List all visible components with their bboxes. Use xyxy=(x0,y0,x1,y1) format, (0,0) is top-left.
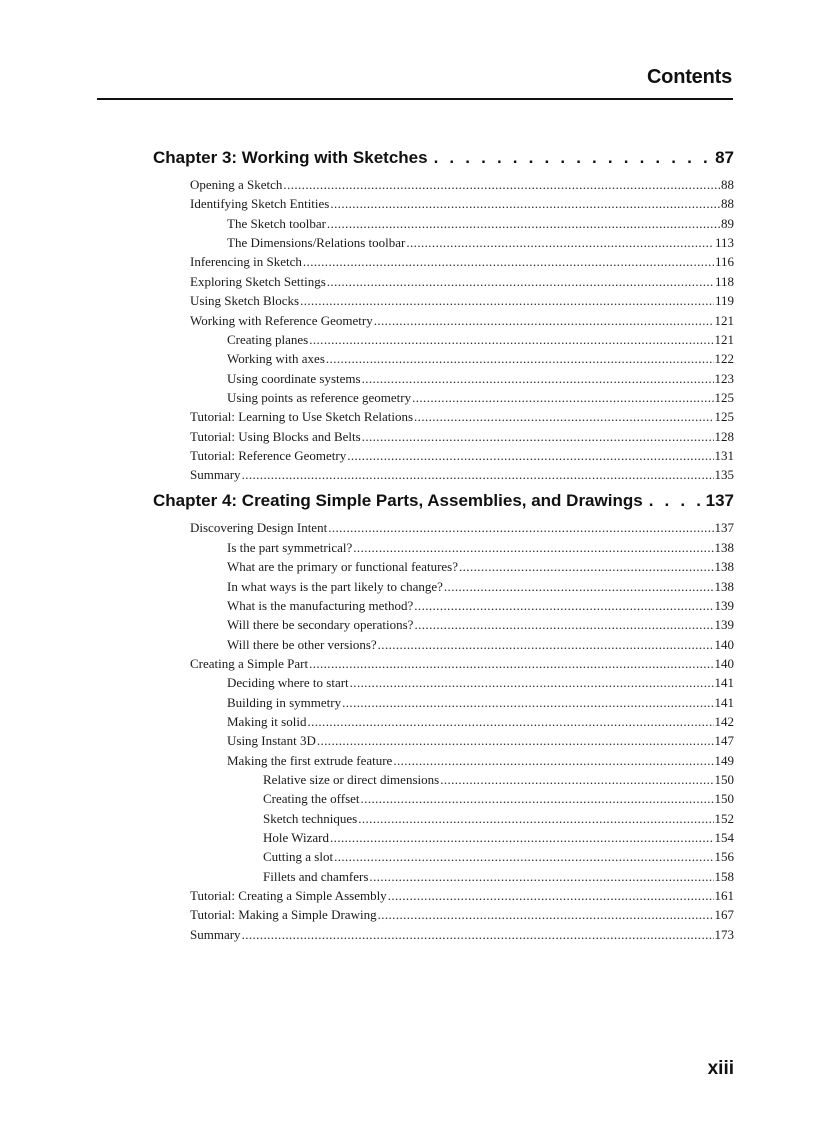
toc-entry-page: 158 xyxy=(714,869,734,884)
toc-entry-page: 125 xyxy=(714,409,734,424)
dot-leader xyxy=(334,847,713,866)
toc-entry-text: Using Sketch Blocks xyxy=(190,293,300,308)
toc-entry[interactable] xyxy=(227,330,734,349)
toc-entry-page: 140 xyxy=(714,637,734,652)
toc-entry-page: 119 xyxy=(714,293,734,308)
toc-entry[interactable] xyxy=(227,731,734,750)
toc-entry-text: Will there be other versions? xyxy=(227,637,377,652)
dot-leader xyxy=(317,731,714,750)
toc-entry[interactable] xyxy=(227,214,734,233)
toc-entry-text: Creating a Simple Part xyxy=(190,656,309,671)
toc-entry[interactable] xyxy=(227,712,734,731)
dot-leader xyxy=(307,712,713,731)
toc-entry-page: 142 xyxy=(714,714,734,729)
toc-entry-page: 161 xyxy=(714,888,734,903)
toc-entry-text: Tutorial: Making a Simple Drawing xyxy=(190,907,377,922)
dot-leader xyxy=(649,491,702,511)
dot-leader xyxy=(330,194,720,213)
dot-leader xyxy=(362,427,714,446)
toc-entry[interactable] xyxy=(190,311,734,330)
toc-entry-page: 121 xyxy=(714,332,734,347)
dot-leader xyxy=(459,557,714,576)
toc-entry-page: 152 xyxy=(714,811,734,826)
toc-entry-text: The Dimensions/Relations toolbar xyxy=(227,235,406,250)
dot-leader xyxy=(326,349,714,368)
toc-entry[interactable] xyxy=(190,194,734,213)
dot-leader xyxy=(406,233,714,252)
toc-entry-text: Summary xyxy=(190,927,241,942)
toc-entry-page: 122 xyxy=(714,351,734,366)
toc-entry-page: 135 xyxy=(714,467,734,482)
toc-entry[interactable] xyxy=(263,828,734,847)
dot-leader xyxy=(440,770,713,789)
dot-leader xyxy=(362,369,714,388)
header-rule xyxy=(97,98,733,100)
toc-entry[interactable] xyxy=(190,905,734,924)
toc-entry-page: 138 xyxy=(714,579,734,594)
chapter-page: 137 xyxy=(705,491,734,510)
toc-entry[interactable] xyxy=(190,654,734,673)
toc-entry-text: What are the primary or functional features? xyxy=(227,559,458,574)
dot-leader xyxy=(358,809,713,828)
dot-leader xyxy=(414,407,713,426)
chapter-heading[interactable] xyxy=(153,148,734,172)
toc-entry-text: The Sketch toolbar xyxy=(227,216,326,231)
toc-entry-text: Using coordinate systems xyxy=(227,371,361,386)
toc-entry-text: Discovering Design Intent xyxy=(190,520,328,535)
toc-entry[interactable] xyxy=(190,427,734,446)
toc-entry-text: Using Instant 3D xyxy=(227,733,316,748)
toc-entry[interactable] xyxy=(227,635,734,654)
toc-entry-page: 150 xyxy=(714,772,734,787)
toc-entry-text: Making it solid xyxy=(227,714,307,729)
toc-entry-page: 137 xyxy=(714,520,734,535)
toc-entry[interactable] xyxy=(190,407,734,426)
toc-entry[interactable] xyxy=(227,577,734,596)
toc-entry-text: Will there be secondary operations? xyxy=(227,617,414,632)
toc-entry-page: 125 xyxy=(714,390,734,405)
toc-entry-text: Building in symmetry xyxy=(227,695,342,710)
page-number: xiii xyxy=(707,1058,734,1079)
page-header-title: Contents xyxy=(646,66,732,88)
dot-leader xyxy=(412,388,713,407)
toc-entry-text: Tutorial: Learning to Use Sketch Relations xyxy=(190,409,414,424)
toc-entry[interactable] xyxy=(190,252,734,271)
toc-entry[interactable] xyxy=(227,233,734,252)
toc-entry-page: 88 xyxy=(721,177,734,192)
toc-entry-text: Relative size or direct dimensions xyxy=(263,772,440,787)
toc-entry[interactable] xyxy=(190,272,734,291)
toc-entry[interactable] xyxy=(227,538,734,557)
chapter-page: 87 xyxy=(715,148,734,167)
toc-entry[interactable] xyxy=(190,175,734,194)
dot-leader xyxy=(309,330,713,349)
toc-entry[interactable] xyxy=(227,349,734,368)
dot-leader xyxy=(242,925,714,944)
toc-entry-page: 149 xyxy=(714,753,734,768)
dot-leader xyxy=(300,291,714,310)
toc-entry[interactable] xyxy=(263,867,734,886)
toc-entry[interactable] xyxy=(227,751,734,770)
toc-entry-text: Inferencing in Sketch xyxy=(190,254,302,269)
dot-leader xyxy=(327,272,714,291)
toc-entry[interactable] xyxy=(227,693,734,712)
toc-entry-page: 154 xyxy=(714,830,734,845)
toc-entry[interactable] xyxy=(190,465,734,484)
toc-entry[interactable] xyxy=(190,886,734,905)
toc-entry-text: Identifying Sketch Entities xyxy=(190,196,330,211)
toc-entry[interactable] xyxy=(263,789,734,808)
toc-entry[interactable] xyxy=(227,369,734,388)
toc-entry-text: Creating the offset xyxy=(263,791,360,806)
toc-entry-text: Tutorial: Using Blocks and Belts xyxy=(190,429,361,444)
dot-leader xyxy=(414,615,713,634)
toc-entry[interactable] xyxy=(263,809,734,828)
dot-leader xyxy=(328,518,713,537)
toc-entry-text: What is the manufacturing method? xyxy=(227,598,414,613)
toc-entry-page: 141 xyxy=(714,695,734,710)
dot-leader xyxy=(361,789,714,808)
toc-entry-page: 116 xyxy=(714,254,734,269)
toc-entry-text: Sketch techniques xyxy=(263,811,358,826)
toc-entry[interactable] xyxy=(227,388,734,407)
dot-leader xyxy=(414,596,713,615)
toc-entry-page: 89 xyxy=(721,216,734,231)
toc-entry-text: Tutorial: Creating a Simple Assembly xyxy=(190,888,387,903)
toc-entry-page: 118 xyxy=(714,274,734,289)
toc-entry-page: 156 xyxy=(714,849,734,864)
toc-entry[interactable] xyxy=(263,847,734,866)
dot-leader xyxy=(342,693,713,712)
toc-entry[interactable] xyxy=(263,770,734,789)
toc-entry-page: 138 xyxy=(714,559,734,574)
dot-leader xyxy=(330,828,713,847)
dot-leader xyxy=(347,446,713,465)
toc-entry[interactable] xyxy=(190,925,734,944)
dot-leader xyxy=(327,214,720,233)
dot-leader xyxy=(350,673,714,692)
dot-leader xyxy=(303,252,714,271)
dot-leader xyxy=(283,175,720,194)
toc-entry-text: Is the part symmetrical? xyxy=(227,540,353,555)
toc-entry-text: Fillets and chamfers xyxy=(263,869,369,884)
toc-entry-text: Tutorial: Reference Geometry xyxy=(190,448,347,463)
toc-entry-page: 139 xyxy=(714,617,734,632)
toc-entry-text: Deciding where to start xyxy=(227,675,349,690)
toc-entry[interactable] xyxy=(227,673,734,692)
toc-entry[interactable] xyxy=(227,557,734,576)
toc-entry-text: Summary xyxy=(190,467,241,482)
dot-leader xyxy=(378,635,714,654)
toc-entry-text: Exploring Sketch Settings xyxy=(190,274,326,289)
toc-entry-page: 121 xyxy=(714,313,734,328)
dot-leader xyxy=(444,577,714,596)
dot-leader xyxy=(353,538,713,557)
toc-entry-page: 167 xyxy=(714,907,734,922)
toc-entry-page: 128 xyxy=(714,429,734,444)
toc-entry-text: In what ways is the part likely to change? xyxy=(227,579,443,594)
dot-leader xyxy=(434,148,712,168)
toc-entry-page: 123 xyxy=(714,371,734,386)
toc-entry[interactable] xyxy=(190,518,734,537)
dot-leader xyxy=(388,886,714,905)
toc-entry-page: 140 xyxy=(714,656,734,671)
toc-entry-page: 150 xyxy=(714,791,734,806)
dot-leader xyxy=(242,465,714,484)
toc-entry-page: 141 xyxy=(714,675,734,690)
dot-leader xyxy=(378,905,714,924)
dot-leader xyxy=(393,751,713,770)
toc-entry-text: Working with Reference Geometry xyxy=(190,313,373,328)
toc-entry-page: 147 xyxy=(714,733,734,748)
toc-entry-text: Using points as reference geometry xyxy=(227,390,412,405)
toc-entry-text: Working with axes xyxy=(227,351,325,366)
toc-entry-page: 173 xyxy=(714,927,734,942)
toc-entry-page: 113 xyxy=(714,235,734,250)
toc-entry-text: Cutting a slot xyxy=(263,849,334,864)
toc-entry-text: Making the first extrude feature xyxy=(227,753,393,768)
toc-entry-text: Creating planes xyxy=(227,332,309,347)
toc-entry-text: Hole Wizard xyxy=(263,830,330,845)
toc-entry[interactable] xyxy=(227,615,734,634)
chapter-heading[interactable] xyxy=(153,491,734,515)
toc-entry-page: 131 xyxy=(714,448,734,463)
dot-leader xyxy=(374,311,714,330)
toc-entry-text: Opening a Sketch xyxy=(190,177,283,192)
dot-leader xyxy=(369,867,713,886)
chapter-title: Chapter 4: Creating Simple Parts, Assemblies, and Drawings xyxy=(153,491,643,510)
toc-entry[interactable] xyxy=(190,446,734,465)
toc-entry-page: 88 xyxy=(721,196,734,211)
toc-entry-page: 139 xyxy=(714,598,734,613)
dot-leader xyxy=(309,654,713,673)
toc-entry[interactable] xyxy=(227,596,734,615)
toc-entry-page: 138 xyxy=(714,540,734,555)
toc-entry[interactable] xyxy=(190,291,734,310)
chapter-title: Chapter 3: Working with Sketches xyxy=(153,148,428,167)
